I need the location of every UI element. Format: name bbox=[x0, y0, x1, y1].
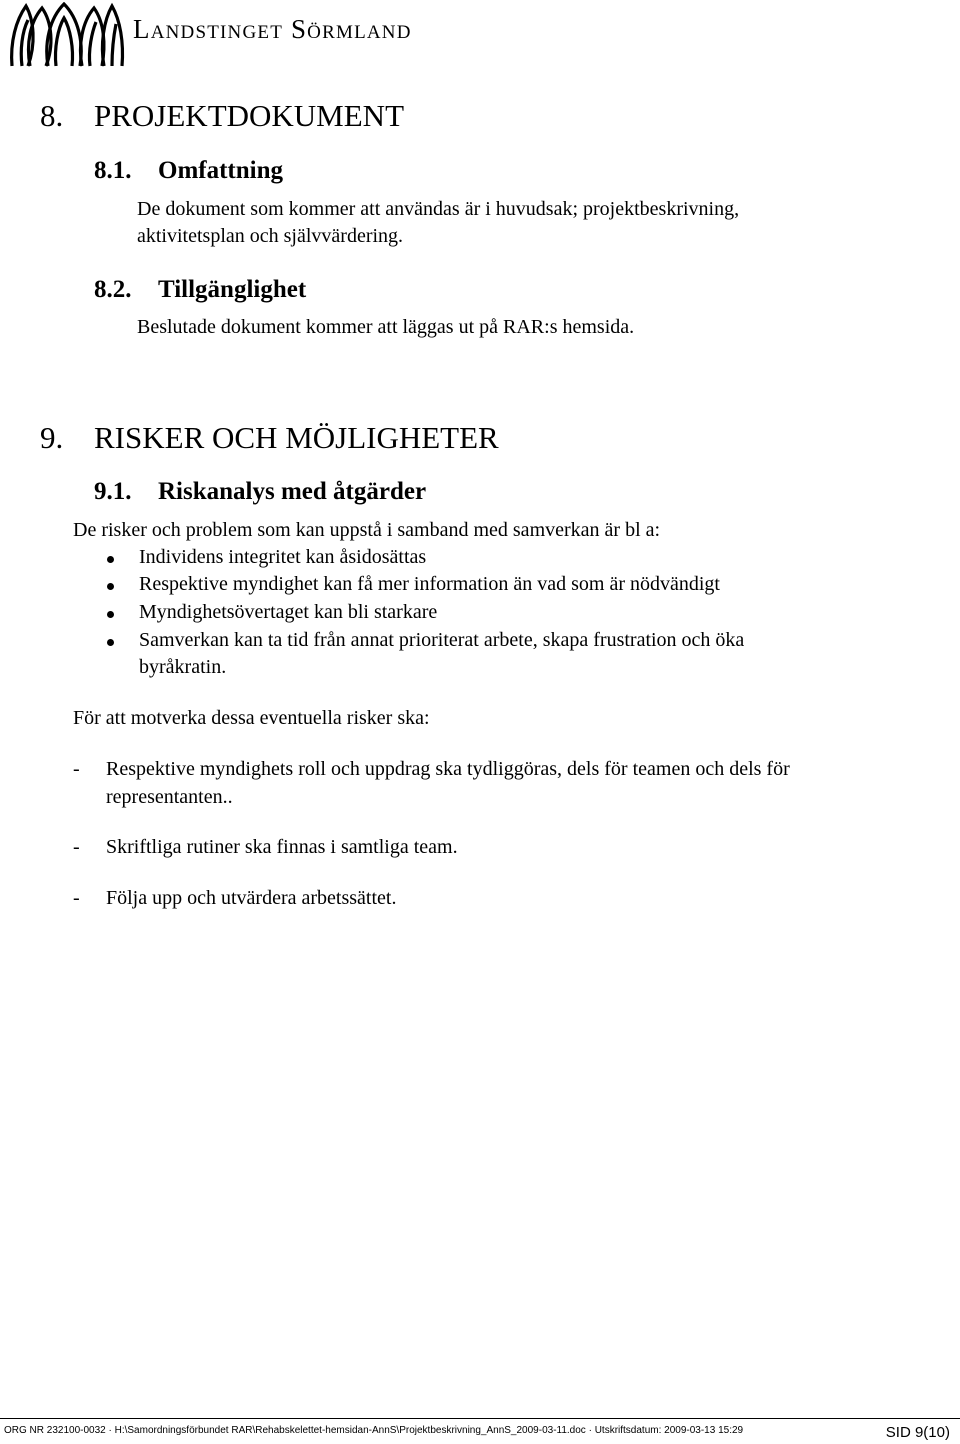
section-8-heading bbox=[40, 98, 540, 134]
countermeasure-item: Skriftliga rutiner ska finnas i samtliga team. bbox=[106, 836, 458, 858]
section-9-heading bbox=[40, 420, 600, 456]
subsection-title: Omfattning bbox=[158, 157, 283, 184]
page-number: SID 9(10) bbox=[885, 1424, 950, 1441]
countermeasure-item: Respektive myndighets roll och uppdrag ska tydliggöras, dels för teamen och dels för bbox=[106, 758, 790, 780]
risk-intro: De risker och problem som kan uppstå i samband med samverkan är bl a: bbox=[73, 519, 661, 541]
subsection-number: 8.2. bbox=[94, 276, 132, 303]
countermeasure-item: Följa upp och utvärdera arbetssättet. bbox=[106, 887, 397, 909]
footer-doc-info: ORG NR 232100-0032 · H:\Samordningsförbundet RAR\Rehabskelettet-hemsidan-AnnS\Projektbeskrivning_AnnS_2009-03-11.doc · Utskriftsdatum: 2009-03-13 15:29 bbox=[4, 1425, 744, 1436]
countermeasures-intro: För att motverka dessa eventuella risker ska: bbox=[73, 707, 430, 729]
subsection-number: 8.1. bbox=[94, 157, 132, 184]
subsection-8-2-heading bbox=[94, 276, 494, 306]
landstinget-logo bbox=[8, 2, 126, 68]
risk-item: Myndighetsövertaget kan bli starkare bbox=[139, 601, 438, 623]
bullet-icon bbox=[107, 556, 114, 563]
subsection-title: Riskanalys med åtgärder bbox=[158, 478, 427, 505]
risk-item: Individens integritet kan åsidosättas bbox=[139, 546, 427, 568]
section-number: 9. bbox=[40, 420, 64, 455]
risk-item-continuation: byråkratin. bbox=[139, 656, 227, 678]
section-title: PROJEKTDOKUMENT bbox=[94, 98, 404, 133]
bullet-icon bbox=[107, 639, 114, 646]
dash-marker: - bbox=[73, 887, 80, 909]
paragraph-line: De dokument som kommer att användas är i huvudsak; projektbeskrivning, bbox=[137, 198, 740, 220]
paragraph-line: Beslutade dokument kommer att läggas ut på RAR:s hemsida. bbox=[137, 316, 635, 338]
risk-item: Respektive myndighet kan få mer information än vad som är nödvändigt bbox=[139, 573, 720, 595]
paragraph-line: aktivitetsplan och självvärdering. bbox=[137, 225, 404, 247]
subsection-9-1-heading bbox=[94, 478, 534, 508]
subsection-8-1-heading bbox=[94, 157, 494, 187]
subsection-number: 9.1. bbox=[94, 478, 132, 505]
footer-rule bbox=[0, 1418, 960, 1419]
org-name: Landstinget Sörmland bbox=[133, 14, 412, 44]
subsection-title: Tillgänglighet bbox=[158, 276, 307, 303]
dash-marker: - bbox=[73, 836, 80, 858]
bullet-icon bbox=[107, 583, 114, 590]
section-number: 8. bbox=[40, 98, 64, 133]
countermeasure-item-continuation: representanten.. bbox=[106, 786, 233, 808]
dash-marker: - bbox=[73, 758, 80, 780]
section-title: RISKER OCH MÖJLIGHETER bbox=[94, 420, 499, 455]
risk-item: Samverkan kan ta tid från annat prioriterat arbete, skapa frustration och öka bbox=[139, 629, 745, 651]
bullet-icon bbox=[107, 611, 114, 618]
